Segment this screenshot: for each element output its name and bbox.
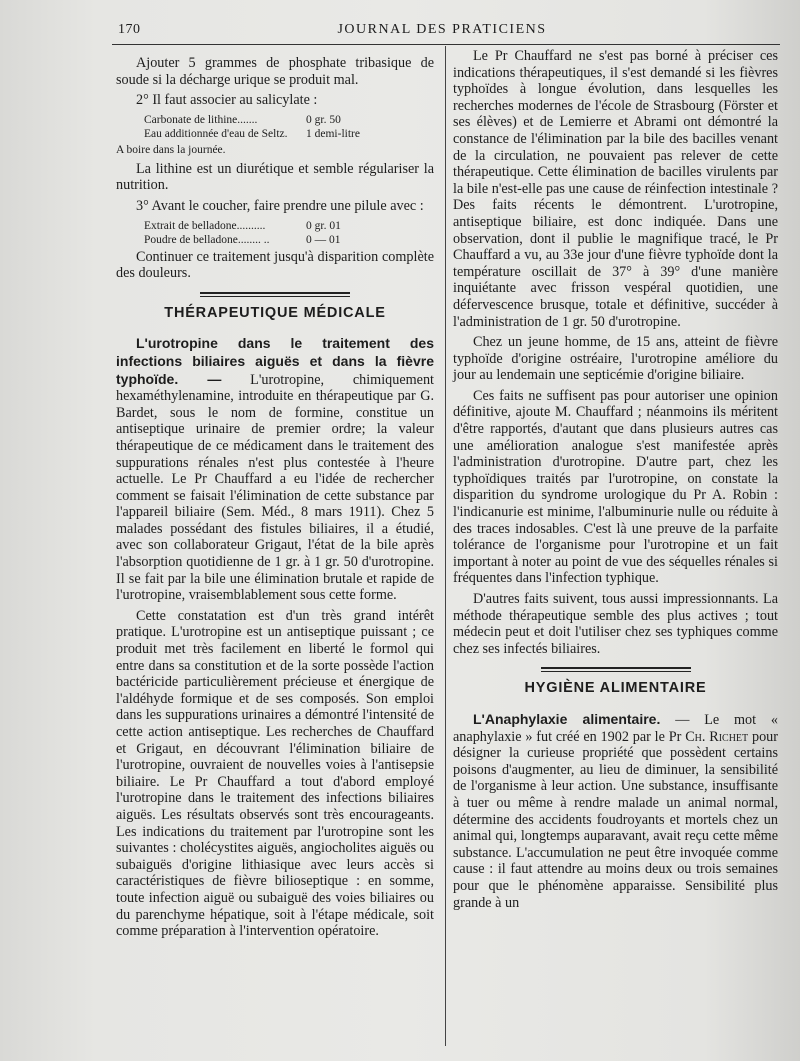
- journal-title: JOURNAL DES PRATICIENS: [337, 22, 547, 37]
- paragraph-chauffard: Le Pr Chauffard ne s'est pas borné à préciser ces indications thérapeutiques, il s'est demandé si les fièvres typhoïdes à longue évolution, dans lesquelles les recherches modernes de l'école de Strasbourg (Förster et ses élèves) et de Lemierre et Abrami ont démontré la constance de l'élimination par la bile des bacilles venant de la circulation, ne pouvaient pas relever de cette thérapeutique. Cette élimination de bacilles virulents par la bile n'est-elle pas une cause de réinfection intestinale ? Des faits récents le démontrent. L'urotropine, antiseptique biliaire, est donc indiquée. Dans une observation, dont il publie le magnifique tracé, le Pr Chauffard a vu, au 33e jour d'une fièvre typhoïde dont la température oscillait de 37° à 39° d'une manière inquiétante avec frisson vespéral quotidien, une défervescence brusque, totale et définitive, succéder à l'administration de 1 gr. 50 d'urotropine.: [453, 48, 778, 330]
- prescription-lithine: [116, 113, 434, 141]
- paragraph-phosphate: Ajouter 5 grammes de phosphate tribasique de soude si la décharge urique se produit mal.: [116, 55, 434, 88]
- paragraph-autres-faits: D'autres faits suivent, tous aussi impressionnants. La méthode thérapeutique semble des plus actives ; tout médecin peut et doit l'utiliser chez ses typhiques comme chez ses infectés biliaires.: [453, 591, 778, 657]
- ingredient-qty: 0 gr. 01: [306, 219, 341, 232]
- article-anaphylaxie-intro: — Le mot « anaphylaxie » fut créé en 1902 par le Pr: [453, 711, 779, 745]
- paragraph-jeune-homme: Chez un jeune homme, de 15 ans, atteint de fièvre typhoïde d'origine ostréaire, l'urotropine améliore du jour au lendemain une septicémie d'origine biliaire.: [453, 334, 778, 384]
- ingredient-name: Extrait de belladone..........: [144, 219, 266, 232]
- article-anaphylaxie: [453, 711, 778, 911]
- author-name: Ch. Richet: [685, 728, 749, 745]
- ingredient-qty: 1 demi-litre: [306, 127, 360, 140]
- left-column: [116, 55, 434, 944]
- section-title-hygiene: HYGIÈNE ALIMENTAIRE: [524, 680, 707, 697]
- formula-row: [116, 219, 434, 233]
- ingredient-qty: 0 gr. 50: [306, 113, 341, 126]
- header-rule: [112, 44, 780, 45]
- section-separator: [541, 667, 691, 672]
- formula-row: [116, 127, 434, 141]
- formula-row: [116, 113, 434, 127]
- column-divider: [445, 46, 446, 1046]
- paragraph-faits: Ces faits ne suffisent pas pour autoriser une opinion définitive, ajoute M. Chauffard ; néanmoins ils méritent d'être rapportés, d'autant que dans plusieurs autres cas une amélioration analogue s'est manifestée après l'administration d'urotropine. D'autre part, chez les typhoïdiques traités par l'urotropine, on constate la disparition du syndrome urologique du Pr A. Robin : l'indicanurie est minime, l'albuminurie nulle ou réduite à des traces indosables. C'est là une preuve de la parfaite tolérance de l'organisme pour l'urotropine et un fait important à noter au point de vue des séquelles rénales si fréquentes dans l'infection typhique.: [453, 387, 778, 587]
- right-column: [453, 48, 778, 915]
- article-urotropine-text: L'urotropine, chimiquement hexaméthylenamine, introduite en thérapeutique par G. Bardet, sous le nom de formine, constitue un antiseptique urinaire de premier ordre; la valeur thérapeutique de ce médicament dans le traitement des suppurations rénales n'est plus contestée à l'heure actuelle. Le Pr Chauffard a eu l'idée de rechercher comment se faisait l'élimination de cette substance par l'appareil biliaire (Sem. Méd., 8 mars 1911). Chez 5 malades possédant des fistules biliaires, il a étudié, avec son collaborateur Grigaut, l'état de la bile après l'absorption quotidienne de 1 gr. à 1 gr. 50 d'urotropine. Il se fait par la bile une élimination brutale et rapide de l'urotropine, vraisemblablement sous cette forme.: [116, 371, 434, 604]
- paragraph-pilule: 3° Avant le coucher, faire prendre une pilule avec :: [136, 197, 424, 214]
- ingredient-name: Carbonate de lithine.......: [144, 113, 258, 126]
- dosage-note: A boire dans la journée.: [116, 143, 226, 156]
- paragraph-constatation: Cette constatation est d'un très grand intérêt pratique. L'urotropine est un antiseptique puissant ; ce produit met très facilement en liberté le formol qui entre dans sa constitution et de la sorte possède l'action bactéricide particulièrement précieuse et énergique de l'aldéhyde formique et de ses composés. Son emploi dans les suppurations urinaires a démontré l'intensité de cette action antiseptique. Les recherches de Chauffard et Grigaut, en découvrant l'élimination biliaire de l'urotropine, ouvraient de nouvelles voies à l'antisepsie biliaire. Le Pr Chauffard a tout d'abord employé l'urotropine dans le traitement des infections biliaires aiguës. Les résultats observés sont très encourageants. Les indications du traitement par l'urotropine sont les suivantes : cholécystites aiguës, angiocholites aiguës ou subaiguës d'origine lithiasique avec leurs accès si caractéristiques de fièvre bilioseptique : en somme, toute infection aiguë ou subaiguë des voies biliaires ou du parenchyme hépatique, soit à l'étape médicale, soit comme préparation à l'intervention opératoire.: [116, 607, 434, 940]
- article-urotropine-intro: [116, 335, 434, 604]
- prescription-belladone: [116, 219, 434, 247]
- article-title-urotropine: L'urotropine dans le traitement des infections biliaires aiguës et dans la fièvre typhoïde. —: [116, 335, 434, 387]
- section-separator: [200, 292, 350, 297]
- paragraph-continuer: Continuer ce traitement jusqu'à disparition complète des douleurs.: [116, 248, 434, 282]
- formula-row: [116, 233, 434, 247]
- article-title-anaphylaxie: L'Anaphylaxie alimentaire.: [473, 710, 661, 727]
- ingredient-name: Poudre de belladone........ ..: [144, 233, 270, 246]
- ingredient-name: Eau additionnée d'eau de Seltz.: [144, 127, 288, 140]
- page-header: [112, 22, 772, 44]
- ingredient-qty: 0 — 01: [306, 233, 341, 246]
- section-title-therapeutique: THÉRAPEUTIQUE MÉDICALE: [164, 304, 386, 321]
- article-anaphylaxie-text: pour désigner la curieuse propriété que possèdent certains poisons d'augmenter, au lieu de diminuer, la sensibilité de l'organisme à leur action. Une substance, insuffisante à tuer ou même à rendre malade un animal normal, détermine des accidents foudroyants et mortels chez un animal qui, longtemps auparavant, avait reçu cette même substance. L'accumulation ne peut être invoquée comme cause : il faut attendre au moins deux ou trois semaines pour que le phénomène apparaisse. Sensibilité plus grande à un: [453, 728, 778, 911]
- paragraph-salicylate: 2° Il faut associer au salicylate :: [136, 92, 318, 109]
- page-number: 170: [118, 22, 141, 37]
- paragraph-lithine: La lithine est un diurétique et semble régulariser la nutrition.: [116, 160, 434, 194]
